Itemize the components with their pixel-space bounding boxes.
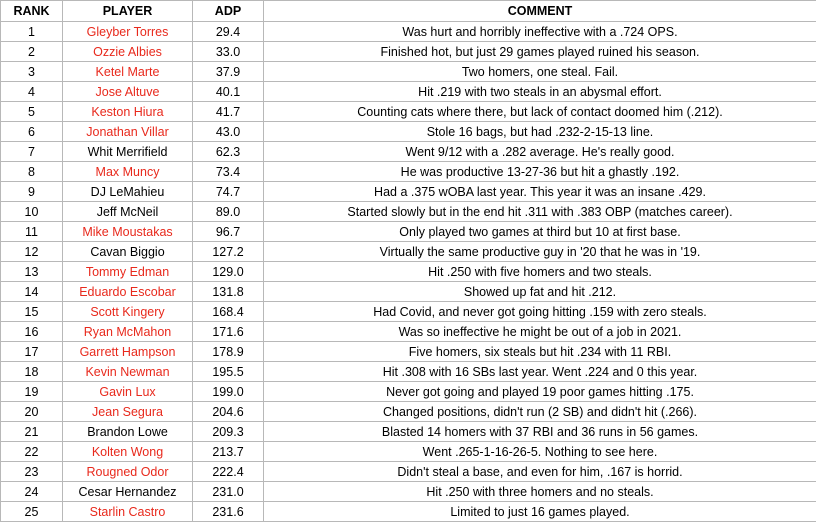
- comment-header: COMMENT: [264, 1, 816, 22]
- comment-cell: Showed up fat and hit .212.: [264, 282, 816, 302]
- comment-cell: Finished hot, but just 29 games played ruined his season.: [264, 42, 816, 62]
- rank-cell: 3: [1, 62, 63, 82]
- rank-header: RANK: [1, 1, 63, 22]
- rank-cell: 13: [1, 262, 63, 282]
- table-row: [1, 122, 816, 142]
- comment-cell: Stole 16 bags, but had .232-2-15-13 line.: [264, 122, 816, 142]
- player-cell: Ryan McMahon: [63, 322, 193, 342]
- rank-cell: 23: [1, 462, 63, 482]
- table-row: [1, 462, 816, 482]
- player-cell: Jonathan Villar: [63, 122, 193, 142]
- table-row: [1, 442, 816, 462]
- rank-cell: 21: [1, 422, 63, 442]
- player-cell: Gavin Lux: [63, 382, 193, 402]
- adp-cell: 127.2: [193, 242, 264, 262]
- comment-cell: Hit .250 with five homers and two steals.: [264, 262, 816, 282]
- adp-header: ADP: [193, 1, 264, 22]
- header-row: [1, 1, 816, 22]
- rank-cell: 12: [1, 242, 63, 262]
- rank-cell: 15: [1, 302, 63, 322]
- table-row: [1, 402, 816, 422]
- adp-cell: 213.7: [193, 442, 264, 462]
- rank-cell: 24: [1, 482, 63, 502]
- player-cell: Eduardo Escobar: [63, 282, 193, 302]
- rank-cell: 18: [1, 362, 63, 382]
- player-cell: Scott Kingery: [63, 302, 193, 322]
- player-cell: Garrett Hampson: [63, 342, 193, 362]
- comment-cell: He was productive 13-27-36 but hit a ghastly .192.: [264, 162, 816, 182]
- adp-cell: 199.0: [193, 382, 264, 402]
- table-row: [1, 362, 816, 382]
- rank-cell: 25: [1, 502, 63, 522]
- table-row: [1, 142, 816, 162]
- table-row: [1, 262, 816, 282]
- comment-cell: Didn't steal a base, and even for him, .167 is horrid.: [264, 462, 816, 482]
- player-cell: Ketel Marte: [63, 62, 193, 82]
- adp-cell: 62.3: [193, 142, 264, 162]
- comment-cell: Hit .250 with three homers and no steals.: [264, 482, 816, 502]
- adp-cell: 29.4: [193, 22, 264, 42]
- adp-cell: 178.9: [193, 342, 264, 362]
- comment-cell: Limited to just 16 games played.: [264, 502, 816, 522]
- comment-cell: Five homers, six steals but hit .234 with 11 RBI.: [264, 342, 816, 362]
- rank-cell: 22: [1, 442, 63, 462]
- adp-cell: 41.7: [193, 102, 264, 122]
- comment-cell: Never got going and played 19 poor games hitting .175.: [264, 382, 816, 402]
- player-cell: Cesar Hernandez: [63, 482, 193, 502]
- comment-cell: Blasted 14 homers with 37 RBI and 36 runs in 56 games.: [264, 422, 816, 442]
- player-cell: Starlin Castro: [63, 502, 193, 522]
- player-cell: Jose Altuve: [63, 82, 193, 102]
- table-row: [1, 182, 816, 202]
- rank-cell: 6: [1, 122, 63, 142]
- comment-cell: Went .265-1-16-26-5. Nothing to see here.: [264, 442, 816, 462]
- player-cell: Brandon Lowe: [63, 422, 193, 442]
- player-cell: Rougned Odor: [63, 462, 193, 482]
- comment-cell: Had Covid, and never got going hitting .159 with zero steals.: [264, 302, 816, 322]
- player-cell: Kolten Wong: [63, 442, 193, 462]
- rank-cell: 20: [1, 402, 63, 422]
- comment-cell: Had a .375 wOBA last year. This year it was an insane .429.: [264, 182, 816, 202]
- adp-cell: 96.7: [193, 222, 264, 242]
- comment-cell: Started slowly but in the end hit .311 with .383 OBP (matches career).: [264, 202, 816, 222]
- rank-cell: 9: [1, 182, 63, 202]
- table-row: [1, 342, 816, 362]
- table-row: [1, 422, 816, 442]
- table-row: [1, 502, 816, 522]
- player-cell: DJ LeMahieu: [63, 182, 193, 202]
- table-row: [1, 22, 816, 42]
- comment-cell: Hit .219 with two steals in an abysmal effort.: [264, 82, 816, 102]
- comment-cell: Only played two games at third but 10 at first base.: [264, 222, 816, 242]
- rank-cell: 14: [1, 282, 63, 302]
- rank-cell: 11: [1, 222, 63, 242]
- adp-cell: 231.6: [193, 502, 264, 522]
- player-cell: Keston Hiura: [63, 102, 193, 122]
- adp-cell: 73.4: [193, 162, 264, 182]
- rank-cell: 10: [1, 202, 63, 222]
- player-cell: Gleyber Torres: [63, 22, 193, 42]
- rank-cell: 2: [1, 42, 63, 62]
- table-row: [1, 482, 816, 502]
- rank-cell: 19: [1, 382, 63, 402]
- adp-cell: 131.8: [193, 282, 264, 302]
- comment-cell: Two homers, one steal. Fail.: [264, 62, 816, 82]
- adp-cell: 43.0: [193, 122, 264, 142]
- adp-cell: 195.5: [193, 362, 264, 382]
- rank-cell: 16: [1, 322, 63, 342]
- adp-cell: 171.6: [193, 322, 264, 342]
- adp-cell: 40.1: [193, 82, 264, 102]
- adp-cell: 37.9: [193, 62, 264, 82]
- comment-cell: Was so ineffective he might be out of a job in 2021.: [264, 322, 816, 342]
- player-header: PLAYER: [63, 1, 193, 22]
- adp-cell: 231.0: [193, 482, 264, 502]
- rank-cell: 5: [1, 102, 63, 122]
- adp-cell: 74.7: [193, 182, 264, 202]
- adp-cell: 33.0: [193, 42, 264, 62]
- comment-cell: Virtually the same productive guy in '20 that he was in '19.: [264, 242, 816, 262]
- rank-cell: 7: [1, 142, 63, 162]
- player-cell: Jean Segura: [63, 402, 193, 422]
- comment-cell: Was hurt and horribly ineffective with a .724 OPS.: [264, 22, 816, 42]
- table-row: [1, 322, 816, 342]
- table-row: [1, 222, 816, 242]
- comment-cell: Went 9/12 with a .282 average. He's really good.: [264, 142, 816, 162]
- table-row: [1, 382, 816, 402]
- adp-cell: 222.4: [193, 462, 264, 482]
- rank-cell: 8: [1, 162, 63, 182]
- player-cell: Kevin Newman: [63, 362, 193, 382]
- table-row: [1, 82, 816, 102]
- rank-cell: 4: [1, 82, 63, 102]
- adp-cell: 204.6: [193, 402, 264, 422]
- player-cell: Whit Merrifield: [63, 142, 193, 162]
- table-row: [1, 242, 816, 262]
- player-cell: Cavan Biggio: [63, 242, 193, 262]
- table-row: [1, 282, 816, 302]
- adp-cell: 89.0: [193, 202, 264, 222]
- player-cell: Tommy Edman: [63, 262, 193, 282]
- player-cell: Max Muncy: [63, 162, 193, 182]
- adp-cell: 129.0: [193, 262, 264, 282]
- table-row: [1, 62, 816, 82]
- player-cell: Jeff McNeil: [63, 202, 193, 222]
- table-row: [1, 302, 816, 322]
- table-row: [1, 102, 816, 122]
- player-cell: Mike Moustakas: [63, 222, 193, 242]
- table-row: [1, 202, 816, 222]
- adp-cell: 168.4: [193, 302, 264, 322]
- player-cell: Ozzie Albies: [63, 42, 193, 62]
- comment-cell: Hit .308 with 16 SBs last year. Went .224 and 0 this year.: [264, 362, 816, 382]
- comment-cell: Changed positions, didn't run (2 SB) and didn't hit (.266).: [264, 402, 816, 422]
- rank-cell: 17: [1, 342, 63, 362]
- adp-cell: 209.3: [193, 422, 264, 442]
- comment-cell: Counting cats where there, but lack of contact doomed him (.212).: [264, 102, 816, 122]
- table-row: [1, 42, 816, 62]
- rank-cell: 1: [1, 22, 63, 42]
- table-row: [1, 162, 816, 182]
